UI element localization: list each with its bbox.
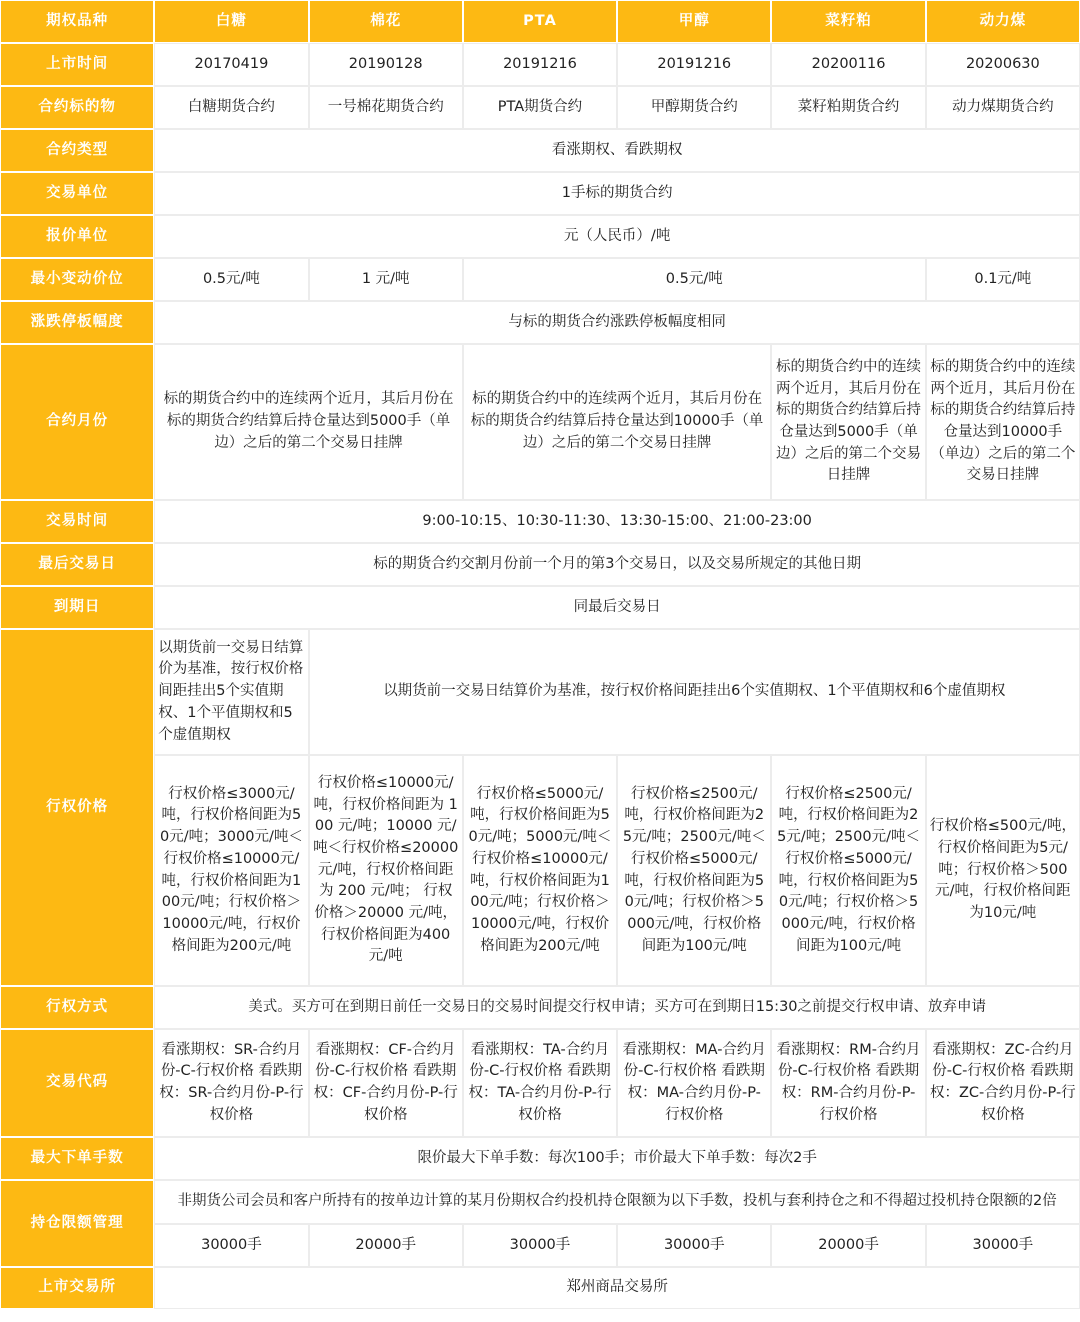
product-pta: PTA bbox=[464, 1, 616, 42]
cell: 甲醇期货合约 bbox=[618, 87, 770, 128]
tick-size-row bbox=[1, 259, 1079, 300]
cell: 行权价格≤2500元/吨，行权价格间距为25元/吨；2500元/吨＜行权价格≤5000元/吨，行权价格间距为50元/吨；行权价格＞5000元/吨，行权价格间距为100元/吨 bbox=[618, 756, 770, 985]
row-label: 上市时间 bbox=[1, 44, 153, 85]
product-rapeseed-meal: 菜籽粕 bbox=[772, 1, 924, 42]
cell: 看涨期权、看跌期权 bbox=[155, 130, 1079, 171]
quote-unit-row bbox=[1, 216, 1079, 257]
cell: 看涨期权：CF-合约月份-C-行权价格 看跌期权：CF-合约月份-P-行权价格 bbox=[310, 1030, 462, 1136]
row-label: 行权价格 bbox=[1, 630, 153, 985]
row-label: 上市交易所 bbox=[1, 1268, 153, 1308]
cell: 美式。买方可在到期日前任一交易日的交易时间提交行权申请；买方可在到期日15:30之前提交行权申请、放弃申请 bbox=[155, 987, 1079, 1028]
price-limit-row bbox=[1, 302, 1079, 343]
cell: 1 元/吨 bbox=[310, 259, 462, 300]
cell: 30000手 bbox=[618, 1225, 770, 1266]
cell: 与标的期货合约涨跌停板幅度相同 bbox=[155, 302, 1079, 343]
last-trading-day-row bbox=[1, 544, 1079, 585]
cell: 20170419 bbox=[155, 44, 307, 85]
cell: 标的期货合约中的连续两个近月，其后月份在标的期货合约结算后持仓量达到5000手（单边）之后的第二个交易日挂牌 bbox=[155, 345, 462, 499]
position-limit-note-row bbox=[1, 1181, 1079, 1223]
exchange-row bbox=[1, 1268, 1079, 1308]
row-label: 到期日 bbox=[1, 587, 153, 628]
product-thermal-coal: 动力煤 bbox=[927, 1, 1079, 42]
cell: 一号棉花期货合约 bbox=[310, 87, 462, 128]
exercise-row bbox=[1, 987, 1079, 1028]
cell: 30000手 bbox=[464, 1225, 616, 1266]
product-methanol: 甲醇 bbox=[618, 1, 770, 42]
cell: 看涨期权：TA-合约月份-C-行权价格 看跌期权：TA-合约月份-P-行权价格 bbox=[464, 1030, 616, 1136]
listing-date-row bbox=[1, 44, 1079, 85]
cell: 白糖期货合约 bbox=[155, 87, 307, 128]
cell: 0.1元/吨 bbox=[927, 259, 1079, 300]
strike-listing-row bbox=[1, 630, 1079, 754]
row-label: 合约月份 bbox=[1, 345, 153, 499]
row-label: 交易代码 bbox=[1, 1030, 153, 1136]
position-limit-values-row bbox=[1, 1225, 1079, 1266]
cell: 9:00-10:15、10:30-11:30、13:30-15:00、21:00-23:00 bbox=[155, 501, 1079, 542]
row-label: 合约标的物 bbox=[1, 87, 153, 128]
cell: 标的期货合约中的连续两个近月，其后月份在标的期货合约结算后持仓量达到10000手（单边）之后的第二个交易日挂牌 bbox=[464, 345, 771, 499]
row-label: 最后交易日 bbox=[1, 544, 153, 585]
row-label: 最大下单手数 bbox=[1, 1138, 153, 1179]
row-label: 交易时间 bbox=[1, 501, 153, 542]
cell: 菜籽粕期货合约 bbox=[772, 87, 924, 128]
trading-hours-row bbox=[1, 501, 1079, 542]
contract-type-row bbox=[1, 130, 1079, 171]
row-label: 涨跌停板幅度 bbox=[1, 302, 153, 343]
cell: 20191216 bbox=[464, 44, 616, 85]
cell: 标的期货合约中的连续两个近月，其后月份在标的期货合约结算后持仓量达到5000手（单边）之后的第二个交易日挂牌 bbox=[772, 345, 924, 499]
row-label: 最小变动价位 bbox=[1, 259, 153, 300]
strike-interval-row bbox=[1, 756, 1079, 985]
cell: 非期货公司会员和客户所持有的按单边计算的某月份期权合约投机持仓限额为以下手数，投机与套利持仓之和不得超过投机持仓限额的2倍 bbox=[155, 1181, 1079, 1223]
header-label: 期权品种 bbox=[1, 1, 153, 42]
cell: 行权价格≤500元/吨，行权价格间距为5元/吨；行权价格＞500元/吨，行权价格间距为10元/吨 bbox=[927, 756, 1079, 985]
cell: 行权价格≤10000元/吨，行权价格间距为 100 元/吨；10000 元/吨＜行权价格≤20000 元/吨，行权价格间距为 200 元/吨； 行权价格＞20000 元/吨，行权价格间距为400 元/吨 bbox=[310, 756, 462, 985]
cell: 同最后交易日 bbox=[155, 587, 1079, 628]
cell: 行权价格≤3000元/吨，行权价格间距为50元/吨；3000元/吨＜行权价格≤10000元/吨，行权价格间距为100元/吨；行权价格＞10000元/吨，行权价格间距为200元/吨 bbox=[155, 756, 307, 985]
trading-unit-row bbox=[1, 173, 1079, 214]
row-label: 报价单位 bbox=[1, 216, 153, 257]
cell: 看涨期权：RM-合约月份-C-行权价格 看跌期权：RM-合约月份-P-行权价格 bbox=[772, 1030, 924, 1136]
product-cotton: 棉花 bbox=[310, 1, 462, 42]
cell: PTA期货合约 bbox=[464, 87, 616, 128]
cell: 限价最大下单手数：每次100手；市价最大下单手数：每次2手 bbox=[155, 1138, 1079, 1179]
row-label: 行权方式 bbox=[1, 987, 153, 1028]
cell: 看涨期权：ZC-合约月份-C-行权价格 看跌期权：ZC-合约月份-P-行权价格 bbox=[927, 1030, 1079, 1136]
cell: 动力煤期货合约 bbox=[927, 87, 1079, 128]
cell: 0.5元/吨 bbox=[155, 259, 307, 300]
product-sugar: 白糖 bbox=[155, 1, 307, 42]
cell: 20191216 bbox=[618, 44, 770, 85]
cell: 看涨期权：SR-合约月份-C-行权价格 看跌期权：SR-合约月份-P-行权价格 bbox=[155, 1030, 307, 1136]
cell: 以期货前一交易日结算价为基准，按行权价格间距挂出5个实值期权、1个平值期权和5个虚值期权 bbox=[155, 630, 307, 754]
row-label: 持仓限额管理 bbox=[1, 1181, 153, 1266]
header-row bbox=[1, 1, 1079, 42]
max-order-row bbox=[1, 1138, 1079, 1179]
cell: 1手标的期货合约 bbox=[155, 173, 1079, 214]
cell: 标的期货合约交割月份前一个月的第3个交易日，以及交易所规定的其他日期 bbox=[155, 544, 1079, 585]
cell: 20000手 bbox=[310, 1225, 462, 1266]
cell: 标的期货合约中的连续两个近月，其后月份在标的期货合约结算后持仓量达到10000手（单边）之后的第二个交易日挂牌 bbox=[927, 345, 1079, 499]
cell: 30000手 bbox=[927, 1225, 1079, 1266]
row-label: 合约类型 bbox=[1, 130, 153, 171]
codes-row bbox=[1, 1030, 1079, 1136]
cell: 以期货前一交易日结算价为基准，按行权价格间距挂出6个实值期权、1个平值期权和6个虚值期权 bbox=[310, 630, 1079, 754]
cell: 行权价格≤5000元/吨，行权价格间距为50元/吨；5000元/吨＜行权价格≤10000元/吨，行权价格间距为100元/吨；行权价格＞10000元/吨，行权价格间距为200元/吨 bbox=[464, 756, 616, 985]
cell: 20190128 bbox=[310, 44, 462, 85]
cell: 郑州商品交易所 bbox=[155, 1268, 1079, 1308]
row-label: 交易单位 bbox=[1, 173, 153, 214]
cell: 30000手 bbox=[155, 1225, 307, 1266]
expiry-row bbox=[1, 587, 1079, 628]
contract-months-row bbox=[1, 345, 1079, 499]
underlying-row bbox=[1, 87, 1079, 128]
cell: 20000手 bbox=[772, 1225, 924, 1266]
cell: 看涨期权：MA-合约月份-C-行权价格 看跌期权：MA-合约月份-P-行权价格 bbox=[618, 1030, 770, 1136]
cell: 20200630 bbox=[927, 44, 1079, 85]
cell: 元（人民币）/吨 bbox=[155, 216, 1079, 257]
cell: 行权价格≤2500元/吨，行权价格间距为25元/吨；2500元/吨＜行权价格≤5000元/吨，行权价格间距为50元/吨；行权价格＞5000元/吨，行权价格间距为100元/吨 bbox=[772, 756, 924, 985]
cell: 20200116 bbox=[772, 44, 924, 85]
cell: 0.5元/吨 bbox=[464, 259, 925, 300]
